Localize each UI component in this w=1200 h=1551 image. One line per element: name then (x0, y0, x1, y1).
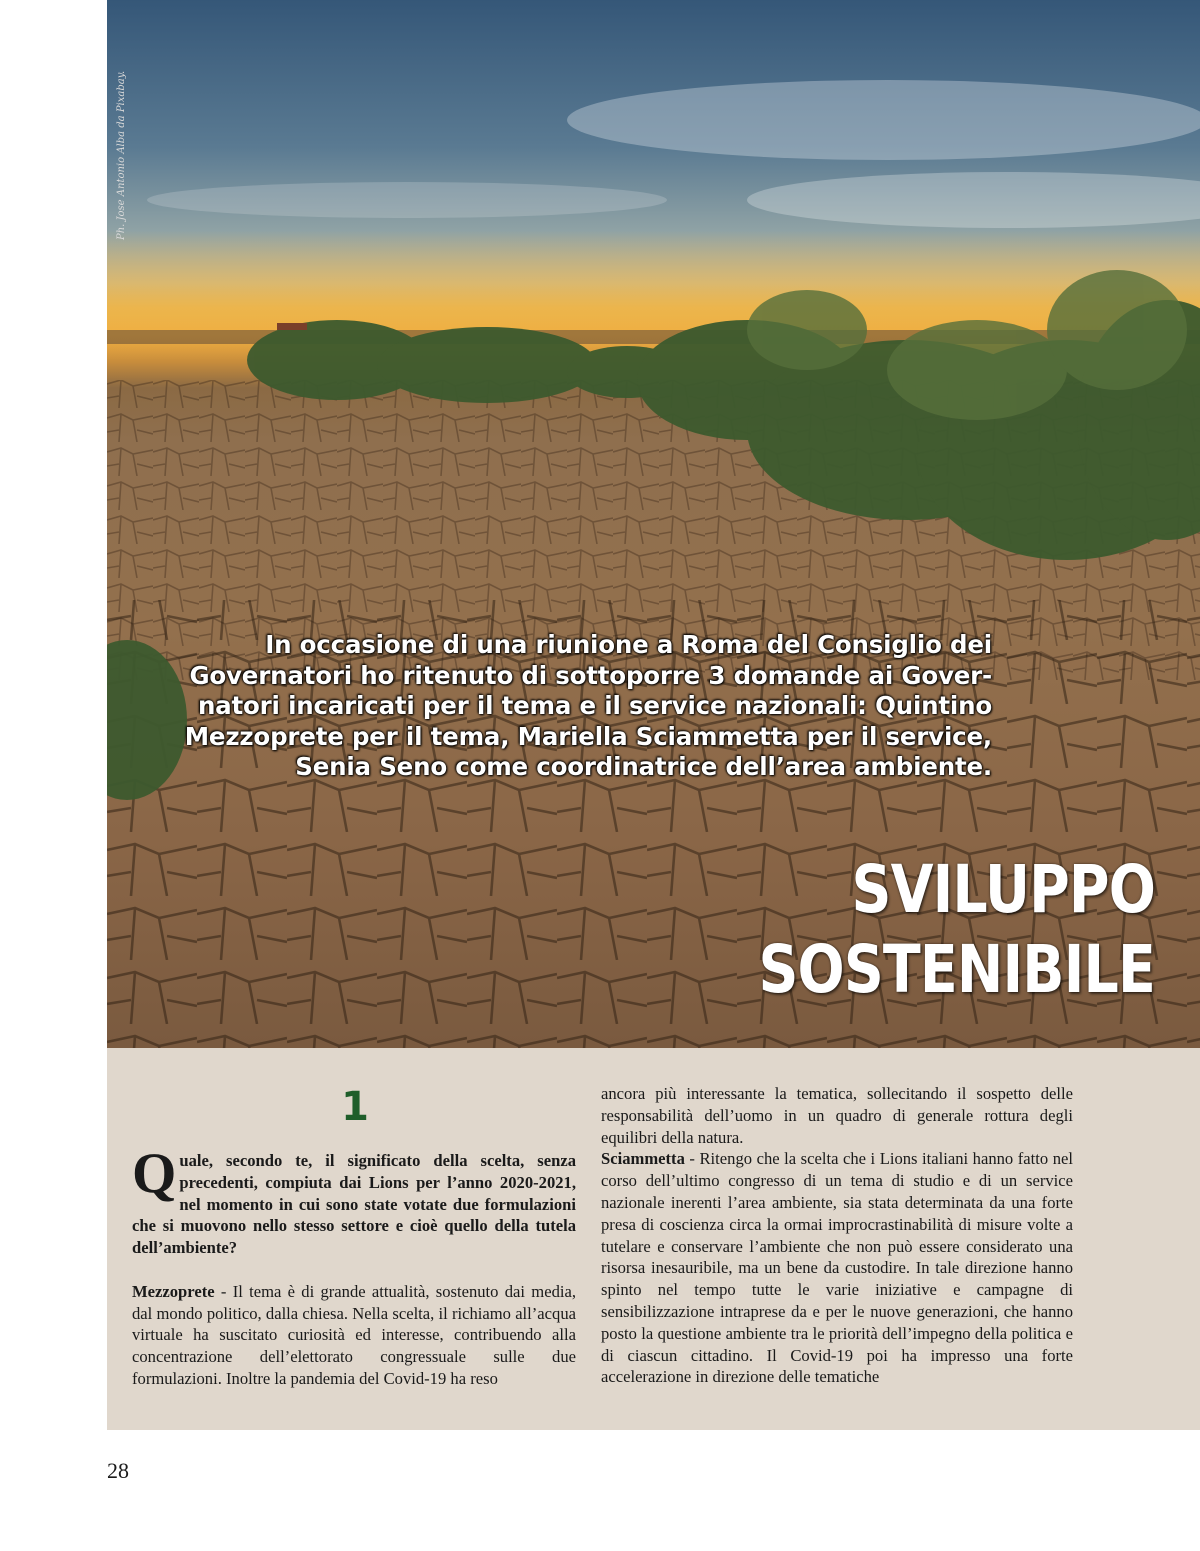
intro-line: Senia Seno come coordinatrice dell’area ambiente. (295, 752, 992, 781)
speaker-name: Sciammetta (601, 1149, 685, 1169)
speaker-name: Mezzoprete (132, 1281, 215, 1301)
answer-mezzoprete (132, 1281, 576, 1390)
intro-text (180, 630, 992, 783)
answer-text: - Il tema è di grande attualità, sostenuto dai media, dal mondo politico, dalla chiesa. Nella scelta, il richiamo all’acqua virtuale ha suscitato curiosità ed interesse, contribuendo alla concentrazione dell’elettorato congressuale sulle due formulazioni. Inoltre la pandemia del Covid-19 ha reso (132, 1281, 576, 1388)
column-left (132, 1142, 576, 1390)
intro-line: Governatori ho ritenuto di sottoporre 3 domande ai Gover- (189, 660, 992, 690)
column-right (601, 1083, 1073, 1388)
intro-line: natori incaricati per il tema e il service nazionali: Quintino (197, 691, 992, 720)
question-number: 1 (341, 1084, 369, 1130)
answer-text: - Ritengo che la scelta che i Lions italiani hanno fatto nel corso dell’ultimo congresso di un tema di studio e di un service nazionale inerenti l’area ambiente, sia stata determinata da una forte presa di coscienza circa la ormai improcrastinabilità di misure volte a tutelare e conservare l’ambiente che non può essere considerato una risorsa inesauribile, ma un bene da custodire. In tale direzione hanno spinto nel tempo tutte le varie iniziative e campagne di sensibilizzazione intraprese da e per le nuove generazioni, che hanno posto la questione ambiente tra le priorità dell’impegno della politica e di ciascun cittadino. Il Covid-19 poi ha impresso una forte accelerazione in direzione delle tematiche (601, 1149, 1073, 1387)
intro-line: Mezzoprete per il tema, Mariella Sciammetta per il service, (184, 721, 992, 751)
article-headline: SVILUPPO SOSTENIBILE (758, 851, 1155, 1008)
answer-sciammetta (601, 1148, 1073, 1388)
drop-cap: Q (132, 1142, 177, 1205)
page-number: 28 (107, 1458, 129, 1483)
answer-mezzoprete-continued: ancora più interessante la tematica, sollecitando il sospetto delle responsabilità dell’uomo in un quadro di generale rottura degli equilibri della natura. (601, 1084, 1073, 1147)
photo-credit: Ph. Jose Antonio Alba da Pixabay. (116, 70, 127, 240)
intro-line: In occasione di una riunione a Roma del Consiglio dei (265, 630, 992, 659)
question-paragraph (132, 1142, 576, 1259)
question-text: uale, secondo te, il significato della scelta, senza precedenti, compiuta dai Lions per l’anno 2020-2021, nel momento in cui sono state votate due formulazioni che si muovono nello stesso settore e cioè quello della tutela dell’ambiente? (132, 1151, 576, 1258)
